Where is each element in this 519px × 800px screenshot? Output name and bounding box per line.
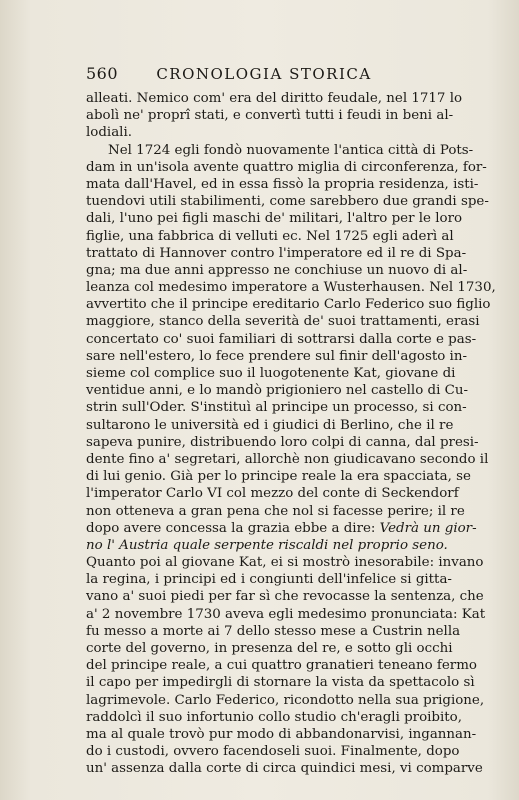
text-segment: corte del governo, in presenza del re, e sotto gli occhi — [86, 641, 453, 656]
text-segment: dali, l'uno pei figli maschi de' militari, l'altro per le loro — [86, 211, 463, 227]
body-text — [86, 90, 496, 778]
text-line — [86, 348, 467, 365]
text-segment: avvertito che il principe ereditario Carlo Federico suo figlio — [86, 297, 491, 313]
text-segment: sare nell'estero, lo fece prendere sul finir dell'agosto in- — [86, 348, 467, 364]
text-line — [86, 279, 496, 296]
text-segment: ma al quale trovò pur modo di abbandonarvisi, ingannan- — [86, 726, 477, 742]
text-line — [86, 674, 475, 691]
text-segment: ventidue anni, e lo mandò prigioniero nel castello di Cu- — [86, 383, 469, 399]
text-segment: l'imperator Carlo VI col mezzo del conte di Seckendorf — [86, 486, 459, 502]
paragraph — [86, 90, 463, 142]
text-line — [86, 417, 454, 434]
text-line — [86, 760, 483, 777]
text-line — [86, 726, 477, 743]
text-line — [86, 399, 467, 416]
text-segment: lagrimevole. Carlo Federico, ricondotto nella sua prigione, — [86, 692, 485, 708]
paragraph — [86, 142, 496, 778]
text-segment: gna; ma due anni appresso ne conchiuse un nuovo di al- — [86, 262, 468, 278]
text-line — [86, 107, 454, 124]
text-segment: del principe reale, a cui quattro granatieri teneano fermo — [86, 658, 477, 674]
text-line — [86, 313, 480, 330]
italic-text: no l' Austria quale serpente riscaldi nel proprio seno. — [86, 537, 448, 553]
text-segment: sultarono le università ed i giudici di Berlino, che il re — [86, 417, 454, 433]
text-segment: il capo per impedirgli di stornare la vista da spettacolo sì — [86, 675, 475, 691]
text-segment: abolì ne' proprî stati, e convertì tutti i feudi in beni al- — [86, 108, 454, 124]
text-line — [86, 537, 448, 554]
text-line — [86, 485, 459, 502]
text-segment: Nel 1724 egli fondò nuovamente l'antica città di Pots- — [108, 142, 474, 158]
text-line — [86, 365, 456, 382]
text-line — [86, 210, 463, 227]
text-line — [86, 623, 461, 640]
text-line — [86, 142, 474, 159]
text-line — [86, 588, 484, 605]
text-line — [86, 571, 452, 588]
text-line — [86, 193, 489, 210]
text-segment: non otteneva a gran pena che nol si facesse perire; il re — [86, 503, 465, 519]
text-segment: fu messo a morte ai 7 dello stesso mese a Custrin nella — [86, 623, 461, 639]
italic-text: Vedrà un gior- — [379, 520, 477, 536]
text-segment: mata dall'Havel, ed in essa fissò la propria residenza, isti- — [86, 176, 479, 192]
text-segment: strin sull'Oder. S'instituì al principe un processo, si con- — [86, 400, 467, 416]
text-line — [86, 692, 485, 709]
text-segment: di lui genio. Già per lo principe reale la era spacciata, se — [86, 469, 471, 485]
text-line — [86, 554, 484, 571]
text-segment: raddolcì il suo infortunio collo studio ch'eragli proibito, — [86, 709, 462, 725]
text-segment: concertato co' suoi familiari di sottrarsi dalla corte e pas- — [86, 331, 477, 347]
text-segment: dente fino a' segretari, allorchè non giudicavano secondo il — [86, 451, 489, 467]
text-segment: dam in un'isola avente quattro miglia di circonferenza, for- — [86, 159, 487, 175]
text-segment: figlie, una fabbrica di velluti ec. Nel 1725 egli aderì al — [86, 228, 454, 244]
text-segment: leanza col medesimo imperatore a Wusterhausen. Nel 1730, — [86, 280, 496, 296]
text-segment: do i custodi, ovvero facendoseli suoi. Finalmente, dopo — [86, 744, 460, 760]
text-line — [86, 434, 479, 451]
text-segment: trattato di Hannover contro l'imperatore ed il re di Spa- — [86, 245, 467, 261]
text-line — [86, 743, 460, 760]
text-line — [86, 90, 463, 107]
text-segment: a' 2 novembre 1730 aveva egli medesimo pronunciata: Kat — [86, 606, 486, 622]
text-line — [86, 657, 477, 674]
text-line — [86, 228, 454, 245]
text-segment: sieme col complice suo il luogotenente Kat, giovane di — [86, 366, 456, 381]
running-title: CRONOLOGIA STORICA — [156, 65, 372, 83]
text-segment: sapeva punire, distribuendo loro colpi di canna, dal presi- — [86, 434, 479, 450]
text-line — [86, 331, 477, 348]
text-segment: tuendovi utili stabilimenti, come sarebbero due grandi spe- — [86, 194, 489, 210]
text-segment: alleati. Nemico com' era del diritto feudale, nel 1717 lo — [86, 91, 463, 106]
text-segment: Quanto poi al giovane Kat, ei si mostrò inesorabile: invano — [86, 555, 484, 571]
text-segment: la regina, i principi ed i congiunti dell'infelice si gitta- — [86, 572, 452, 588]
text-line — [86, 159, 487, 176]
text-line — [86, 124, 442, 141]
text-segment: dopo avere concessa la grazia ebbe a dire: — [86, 520, 380, 536]
text-line — [86, 262, 468, 279]
text-line — [86, 709, 462, 726]
text-line — [86, 176, 479, 193]
text-line — [86, 296, 491, 313]
text-line — [86, 503, 465, 520]
text-segment: vano a' suoi piedi per far sì che revocasse la sentenza, che — [86, 589, 484, 605]
text-line — [86, 382, 469, 399]
text-line — [86, 606, 486, 623]
text-segment: maggiore, stanco della severità de' suoi trattamenti, erasi — [86, 314, 480, 330]
page-number: 560 — [86, 64, 119, 83]
text-segment: lodiali. — [86, 125, 133, 141]
text-line — [86, 451, 489, 468]
text-line — [86, 245, 467, 262]
text-line — [86, 520, 477, 537]
page-header — [86, 64, 442, 84]
text-segment: un' assenza dalla corte di circa quindici mesi, vi comparve — [86, 761, 483, 777]
text-line — [86, 468, 471, 485]
text-line — [86, 640, 453, 657]
